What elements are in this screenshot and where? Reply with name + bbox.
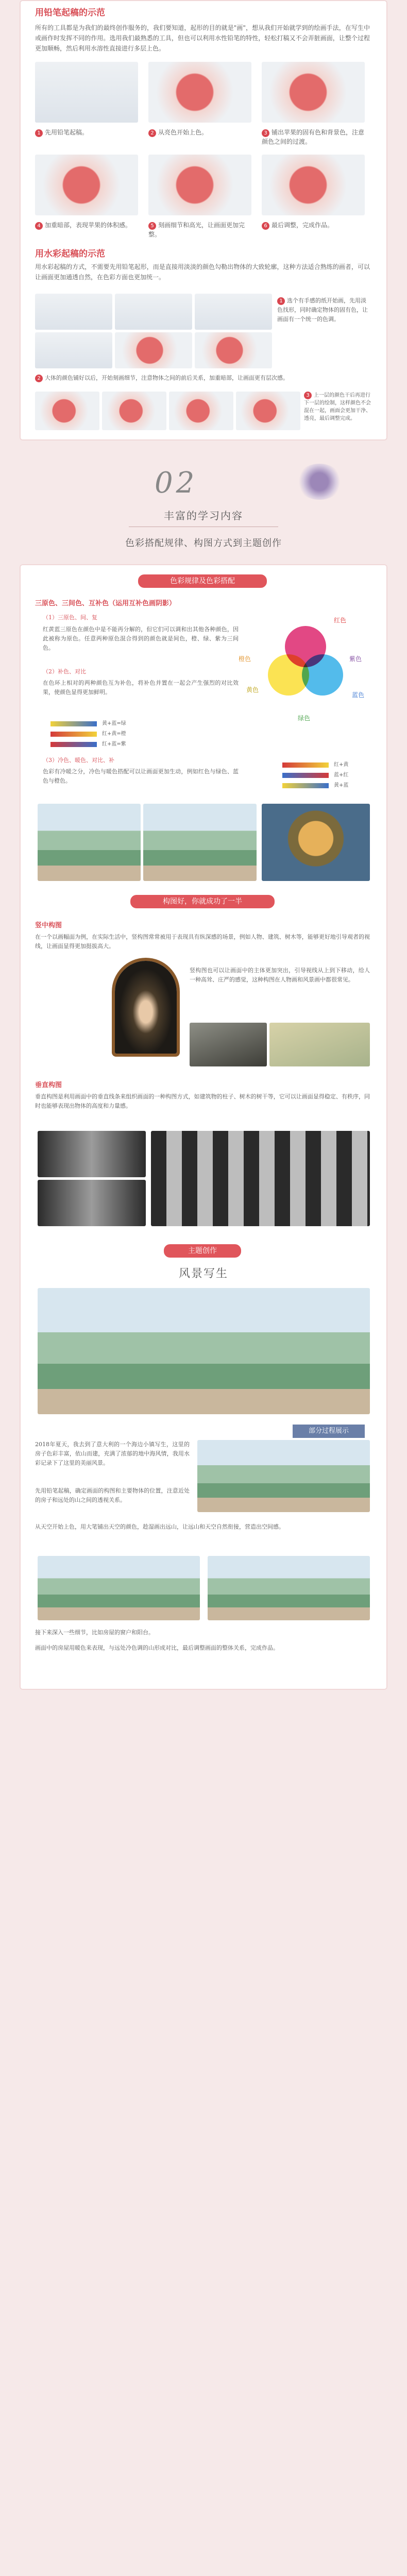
step-image-6 — [262, 155, 365, 215]
step-image-4 — [35, 155, 138, 215]
technique-card — [20, 0, 387, 440]
intro-pencil: 所有的工具都是为我们的最终创作服务的，我们要知道，起形的目的就是"画"，想从我们开始就学到的绘画手法，在写生中或画作时发挥不同的作用。选用我们最熟悉的工具，但也可以利用水性铅笔的特性，轻松打稿又不会弄脏画面，让整个过程更加顺畅，然后利用水溶性直接进行多层上色。 — [35, 24, 370, 52]
pill-creation: 主题创作 — [164, 1244, 241, 1258]
process-image-1 — [197, 1440, 370, 1512]
painting-arch-figure — [115, 961, 177, 1054]
color-heading: 三原色、三间色、互补色（运用互补色画阴影） — [35, 600, 176, 607]
swatch-label-6: 黄+蓝 — [334, 783, 349, 788]
wc-caption-1: 1 选个有手感的纸开始画，先用淡色找形，同时确定物体的固有色，让画面有一个统一的色调。 — [277, 297, 368, 323]
pill-color-rules: 色彩规律及色彩搭配 — [138, 574, 267, 588]
process-image-2 — [38, 1556, 200, 1620]
pill-composition: 构图好，你就成功了一半 — [130, 895, 275, 908]
wheel-label-purple: 紫色 — [349, 655, 362, 663]
chapter-subtitle: 色彩搭配规律、构图方式到主题创作 — [125, 538, 282, 549]
wheel-label-yellow: 黄色 — [246, 686, 259, 693]
step-image-5 — [148, 155, 251, 215]
swatch-label-3: 红+蓝=紫 — [102, 741, 126, 747]
creation-title: 风景写生 — [178, 1267, 228, 1280]
wc-image-5 — [115, 332, 192, 368]
photo-colonnade — [151, 1131, 370, 1226]
wheel-label-orange: 橙色 — [239, 655, 251, 663]
process-image-3 — [208, 1556, 370, 1620]
section-title-watercolor: 用水彩起稿的示范 — [35, 249, 105, 259]
step-caption-4: 4 加重暗部，表现苹果的体积感。 — [35, 221, 138, 230]
painting-portrait — [262, 804, 370, 881]
creation-para-3: 从天空开始上色，用大笔铺出天空的颜色，趁湿画出远山，让远山和天空自然衔接，营造出空间感。 — [35, 1523, 284, 1530]
vertical-composition-para-2: 竖构图也可以让画面中的主体更加突出，引导视线从上到下移动，给人一种高耸、庄严的感觉，这种构图在人物画和风景画中都很常见。 — [190, 967, 370, 983]
photo-corridor-2 — [38, 1180, 146, 1226]
chapter-title: 丰富的学习内容 — [164, 510, 243, 522]
creation-para-5: 画面中的房屋用暖色来表现，与远处冷色调的山形成对比，最后调整画面的整体关系，完成作品。 — [35, 1645, 279, 1651]
wc-caption-3: 3 上一层的颜色干后再进行下一层的绘制，这样颜色不会混在一起，画面会更加干净、透亮，最后调整完成。 — [304, 393, 371, 421]
swatch-label-5: 蓝+红 — [334, 772, 349, 778]
color-sub-3: （3）冷色、暖色、对比、补 — [43, 757, 114, 764]
swatch-label-1: 黄+蓝=绿 — [102, 721, 126, 726]
color-para-1: 红黄蓝三原色在颜色中是不能再分解的，但它们可以调和出其他各种颜色，因此被称为原色。任意两种原色混合得到的颜色就是间色，橙、绿、紫为三间色。 — [43, 626, 239, 651]
swatch-2 — [50, 732, 97, 737]
swatch-5 — [282, 773, 329, 778]
step-caption-2: 2 从亮色开始上色。 — [148, 128, 251, 137]
intro-watercolor: 用水彩起稿的方式，不需要先用铅笔起形，而是直接用淡淡的颜色勾勒出物体的大致轮廓，这种方法适合熟练的画者，可以让画面更加通透自然，在色彩方面也更加统一。 — [35, 263, 370, 281]
wc-image-2 — [115, 294, 192, 330]
wheel-blue-circle — [302, 654, 343, 696]
horizontal-composition-para: 垂直构图是利用画面中的垂直线条来组织画面的一种构图方式，如建筑物的柱子、树木的树干等，它可以让画面显得稳定、有秩序，同时也能够表现出物体的高度和力量感。 — [35, 1093, 370, 1109]
wc-image-8 — [102, 392, 166, 430]
photo-bird — [269, 1023, 370, 1066]
photo-corridor-1 — [38, 1131, 146, 1177]
painting-seaside-town — [38, 1288, 370, 1414]
chapter-flower-icon — [296, 464, 343, 500]
photo-figure — [190, 1023, 267, 1066]
swatch-label-4: 红+黄 — [334, 762, 349, 768]
wc-image-7 — [35, 392, 99, 430]
step-caption-3: 3 铺出苹果的固有色和背景色，注意颜色之间的过渡。 — [262, 129, 365, 145]
section-title-pencil: 用铅笔起稿的示范 — [35, 8, 105, 18]
process-label: 部分过程展示 — [293, 1425, 365, 1438]
creation-para-1: 2018年夏天，我去到了意大利的一个海边小镇写生，这里的房子色彩丰富，依山而建，充满了浓郁的地中海风情，我用水彩记录下了这里的美丽风景。 — [35, 1441, 190, 1466]
wc-image-10 — [236, 392, 300, 430]
wc-image-6 — [195, 332, 272, 368]
wc-image-9 — [169, 392, 233, 430]
wc-caption-2: 2 大体的颜色铺好以后，开始刻画细节，注意物体之间的前后关系，加重暗部，让画面更有层次感。 — [35, 374, 370, 383]
vertical-composition-para: 在一个以画幅面为例，在实际生活中，竖构图常常被用于表现具有纵深感的场景，例如人物、建筑、树木等，能够更好地引导观者的视线，让画面显得更加挺拔高大。 — [35, 934, 370, 950]
wc-image-4 — [35, 332, 112, 368]
swatch-1 — [50, 721, 97, 726]
color-composition-card — [20, 564, 387, 1690]
step-caption-1: 1 先用铅笔起稿。 — [35, 128, 138, 137]
step-caption-6: 6 最后调整，完成作品。 — [262, 221, 365, 230]
wheel-label-green: 绿色 — [298, 715, 311, 722]
horizontal-composition-title: 垂直构图 — [35, 1081, 62, 1089]
color-sub-1: （1）三原色、间、复 — [43, 614, 97, 621]
painting-garden — [38, 804, 141, 881]
painting-street — [143, 804, 257, 881]
step-image-1 — [35, 62, 138, 123]
wc-image-3 — [195, 294, 272, 330]
step-image-3 — [262, 62, 365, 123]
swatch-4 — [282, 762, 329, 768]
wc-image-1 — [35, 294, 112, 330]
color-sub-2: （2）补色、对比 — [43, 668, 86, 675]
swatch-label-2: 红+黄=橙 — [102, 731, 126, 737]
vertical-composition-title: 竖中构图 — [35, 922, 62, 929]
step-caption-5: 5 刻画细节和高光，让画面更加完整。 — [148, 222, 245, 238]
step-image-2 — [148, 62, 251, 123]
chapter-number: 02 — [155, 466, 198, 500]
color-para-2: 在色环上相对的两种颜色互为补色，将补色并置在一起会产生强烈的对比效果，使颜色显得更加鲜明。 — [43, 680, 239, 696]
creation-para-2: 先用铅笔起稿，确定画面的构图和主要物体的位置，注意近处的房子和远处的山之间的透视关系。 — [35, 1487, 190, 1503]
swatch-3 — [50, 742, 97, 747]
swatch-6 — [282, 783, 329, 788]
color-wheel — [262, 621, 349, 708]
wheel-label-red: 红色 — [334, 617, 347, 624]
color-para-3: 色彩有冷暖之分，冷色与暖色搭配可以让画面更加生动，例如红色与绿色、蓝色与橙色。 — [43, 768, 239, 784]
wheel-label-blue: 蓝色 — [352, 691, 365, 699]
creation-para-4: 接下来深入一些细节，比如房屋的窗户和阳台。 — [35, 1629, 154, 1636]
